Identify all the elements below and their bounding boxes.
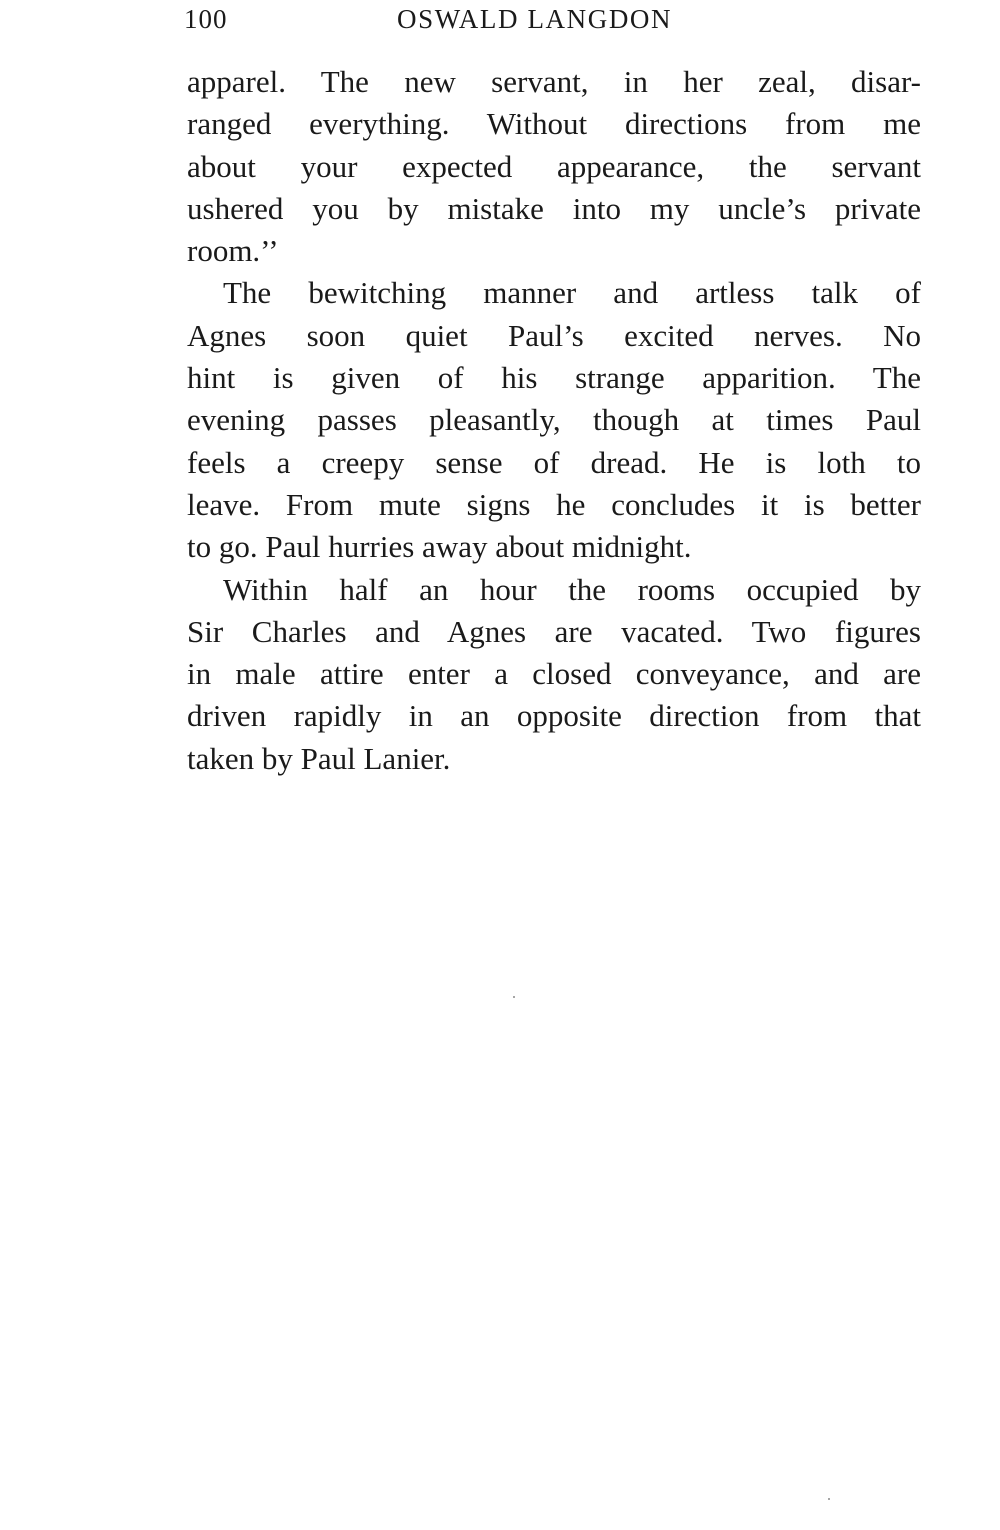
text-line: apparel. The new servant, in her zeal, disar-: [187, 64, 921, 99]
text-line: ranged everything. Without directions from me: [187, 106, 921, 142]
paragraph-3: [187, 569, 921, 780]
text-line: to go. Paul hurries away about midnight.: [187, 529, 692, 565]
text-line: The bewitching manner and artless talk of: [223, 275, 921, 311]
text-line: driven rapidly in an opposite direction from that: [187, 698, 921, 734]
body-text: [187, 61, 921, 780]
text-line: Agnes soon quiet Paul’s excited nerves. No: [187, 317, 921, 353]
text-line: Within half an hour the rooms occupied by: [223, 571, 921, 607]
text-line: leave. From mute signs he concludes it is better: [187, 486, 921, 522]
text-line: ushered you by mistake into my uncle’s private: [187, 190, 921, 226]
text-line: hint is given of his strange apparition. The: [187, 360, 921, 396]
running-head: [184, 2, 924, 36]
scan-speck: [513, 996, 515, 998]
text-line: room.’’: [187, 233, 279, 269]
paragraph-1: [187, 61, 921, 272]
scan-speck: [828, 1498, 830, 1500]
text-line: taken by Paul Lanier.: [187, 740, 451, 776]
running-title: OSWALD LANGDON: [397, 4, 673, 34]
text-line: feels a creepy sense of dread. He is loth to: [187, 444, 921, 480]
text-line: evening passes pleasantly, though at times Paul: [187, 402, 921, 438]
paragraph-2: [187, 272, 921, 568]
page-number: 100: [184, 4, 228, 34]
text-line: in male attire enter a closed conveyance, and are: [187, 656, 921, 692]
text-line: Sir Charles and Agnes are vacated. Two figures: [187, 613, 921, 649]
text-line: about your expected appearance, the servant: [187, 148, 921, 184]
